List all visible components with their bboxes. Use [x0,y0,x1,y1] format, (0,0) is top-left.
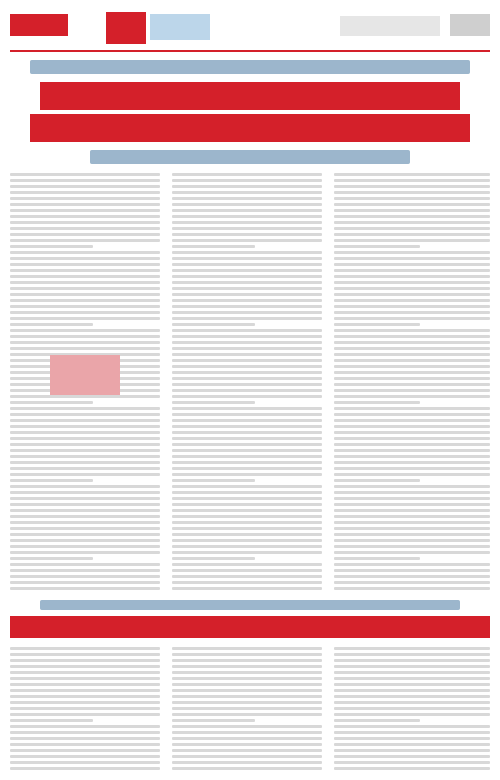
text-line [334,701,490,704]
text-line [334,473,490,476]
text-line [172,695,322,698]
text-line [10,545,160,548]
section-badge [106,12,146,44]
text-line [172,299,322,302]
text-line [172,503,322,506]
text-line [172,533,322,536]
text-line [10,551,160,554]
text-line [334,269,490,272]
text-line [334,569,490,572]
text-line [334,329,490,332]
text-line [172,341,322,344]
text-line [172,359,322,362]
text-line [10,725,160,728]
text-line [10,311,160,314]
text-line [172,467,322,470]
text-line [334,311,490,314]
text-line [10,689,160,692]
text-line [10,419,160,422]
text-line [172,767,322,770]
text-line [172,473,322,476]
text-line [334,503,490,506]
text-line [10,215,160,218]
text-line [172,545,322,548]
text-line [172,329,322,332]
text-line [10,413,160,416]
text-line [10,491,160,494]
text-line [10,173,160,176]
text-line [10,485,160,488]
text-line [334,533,490,536]
article-2-column-2 [172,644,322,774]
text-line [172,755,322,758]
text-line [10,497,160,500]
text-line [334,485,490,488]
text-line [172,689,322,692]
text-line [172,647,322,650]
text-line [172,365,322,368]
text-line [10,197,160,200]
text-line [172,419,322,422]
text-line [172,197,322,200]
text-line [334,725,490,728]
text-line [172,377,322,380]
text-line [172,305,322,308]
text-line [334,341,490,344]
text-line [10,557,93,560]
text-line [172,371,322,374]
text-line [334,581,490,584]
text-line [334,191,490,194]
text-line [172,251,322,254]
text-line [172,185,322,188]
text-line [334,365,490,368]
text-line [10,251,160,254]
text-line [172,179,322,182]
text-line [172,569,322,572]
text-line [172,275,322,278]
text-line [334,233,490,236]
text-line [334,707,490,710]
text-line [334,299,490,302]
text-line [172,491,322,494]
text-line [10,347,160,350]
text-line [172,317,322,320]
text-line [172,749,322,752]
text-line [334,353,490,356]
text-line [10,755,160,758]
text-line [10,479,93,482]
text-line [172,659,322,662]
text-line [172,413,322,416]
text-line [10,317,160,320]
text-line [172,677,322,680]
text-line [10,563,160,566]
text-line [172,707,322,710]
text-line [334,407,490,410]
text-line [334,227,490,230]
text-line [334,395,490,398]
text-line [10,677,160,680]
text-line [334,455,490,458]
text-line [334,437,490,440]
highlight-badge [50,355,120,395]
text-line [334,389,490,392]
text-line [334,713,490,716]
text-line [334,671,490,674]
text-line [334,551,490,554]
text-line [10,305,160,308]
text-line [172,563,322,566]
text-line [334,419,490,422]
text-line [172,743,322,746]
text-line [10,467,160,470]
text-line [10,701,160,704]
main-headline-1 [40,82,460,110]
text-line [172,701,322,704]
text-line [334,173,490,176]
article-column-3 [334,170,490,590]
text-line [10,449,160,452]
text-line [10,581,160,584]
text-line [334,413,490,416]
text-line [10,323,93,326]
text-line [172,191,322,194]
text-line [10,587,160,590]
text-line [334,443,490,446]
text-line [334,305,490,308]
text-line [334,515,490,518]
text-line [10,503,160,506]
text-line [172,437,322,440]
text-line [334,371,490,374]
text-line [172,221,322,224]
text-line [172,431,322,434]
text-line [334,563,490,566]
text-line [172,737,322,740]
text-line [334,449,490,452]
text-line [172,389,322,392]
text-line [172,449,322,452]
article-2-column-1 [10,644,160,774]
text-line [172,665,322,668]
text-line [172,407,322,410]
text-line [10,431,160,434]
text-line [172,725,322,728]
text-line [172,335,322,338]
text-line [10,407,160,410]
text-line [172,461,322,464]
text-line [10,191,160,194]
text-line [172,209,322,212]
text-line [334,497,490,500]
text-line [334,647,490,650]
text-line [172,401,255,404]
text-line [10,245,93,248]
text-line [334,401,420,404]
page-number [450,14,490,36]
text-line [334,539,490,542]
text-line [10,521,160,524]
text-line [172,731,322,734]
text-line [334,431,490,434]
text-line [334,383,490,386]
text-line [334,743,490,746]
text-line [172,353,322,356]
text-line [172,719,255,722]
text-line [334,275,490,278]
text-line [334,761,490,764]
text-line [10,203,160,206]
text-line [172,293,322,296]
text-line [10,767,160,770]
text-line [10,401,93,404]
text-line [172,671,322,674]
text-line [334,263,490,266]
text-line [10,515,160,518]
text-line [334,197,490,200]
news-wordmark [150,14,210,40]
text-line [334,179,490,182]
text-line [334,461,490,464]
text-line [10,179,160,182]
text-line [10,437,160,440]
text-line [10,287,160,290]
text-line [10,395,160,398]
text-line [172,311,322,314]
text-line [172,443,322,446]
text-line [10,473,160,476]
kicker-headline [30,60,470,74]
text-line [10,659,160,662]
text-line [10,329,160,332]
text-line [172,557,255,560]
text-line [172,653,322,656]
text-line [334,257,490,260]
text-line [334,491,490,494]
text-line [334,203,490,206]
text-line [334,521,490,524]
text-line [10,719,93,722]
text-line [10,671,160,674]
text-line [172,497,322,500]
text-line [334,221,490,224]
text-line [172,581,322,584]
text-line [10,425,160,428]
text-line [334,653,490,656]
text-line [172,575,322,578]
text-line [334,659,490,662]
text-line [10,731,160,734]
text-line [10,665,160,668]
text-line [172,269,322,272]
text-line [10,743,160,746]
text-line [334,545,490,548]
text-line [10,455,160,458]
text-line [334,245,420,248]
text-line [172,539,322,542]
text-line [172,551,322,554]
text-line [10,335,160,338]
text-line [334,251,490,254]
text-line [10,761,160,764]
text-line [172,287,322,290]
text-line [172,227,322,230]
text-line [334,755,490,758]
text-line [334,737,490,740]
text-line [334,695,490,698]
text-line [10,539,160,542]
text-line [10,299,160,302]
text-line [172,323,255,326]
text-line [334,575,490,578]
text-line [334,527,490,530]
text-line [172,233,322,236]
text-line [10,749,160,752]
text-line [334,323,420,326]
text-line [172,509,322,512]
text-line [172,479,255,482]
text-line [334,677,490,680]
text-line [172,383,322,386]
text-line [10,239,160,242]
text-line [10,263,160,266]
text-line [10,221,160,224]
text-line [10,293,160,296]
article-2-kicker [40,600,460,610]
text-line [10,569,160,572]
text-line [334,665,490,668]
text-line [10,233,160,236]
text-line [172,239,322,242]
text-line [10,737,160,740]
text-line [172,263,322,266]
text-line [10,653,160,656]
article-column-2 [172,170,322,590]
text-line [334,719,420,722]
text-line [10,269,160,272]
text-line [172,485,322,488]
text-line [172,395,322,398]
text-line [10,209,160,212]
text-line [10,341,160,344]
text-line [334,215,490,218]
text-line [334,185,490,188]
text-line [172,347,322,350]
text-line [172,245,255,248]
text-line [334,467,490,470]
text-line [334,209,490,212]
text-line [10,275,160,278]
text-line [10,257,160,260]
text-line [10,683,160,686]
text-line [334,509,490,512]
text-line [10,707,160,710]
text-line [10,461,160,464]
text-line [334,587,490,590]
text-line [334,377,490,380]
text-line [172,683,322,686]
text-line [172,173,322,176]
text-line [10,575,160,578]
text-line [334,683,490,686]
text-line [334,557,420,560]
text-line [172,713,322,716]
text-line [172,203,322,206]
text-line [172,515,322,518]
paper-logo [10,14,68,36]
text-line [334,689,490,692]
text-line [172,587,322,590]
text-line [172,257,322,260]
text-line [10,227,160,230]
text-line [10,281,160,284]
text-line [334,479,420,482]
text-line [172,761,322,764]
text-line [334,293,490,296]
text-line [334,347,490,350]
text-line [334,317,490,320]
text-line [172,455,322,458]
text-line [10,713,160,716]
text-line [10,443,160,446]
issue-info [340,16,440,36]
text-line [334,767,490,770]
text-line [172,215,322,218]
text-line [334,749,490,752]
text-line [10,185,160,188]
text-line [10,695,160,698]
text-line [172,521,322,524]
text-line [172,425,322,428]
text-line [172,281,322,284]
article-2-column-3 [334,644,490,774]
sub-headline [90,150,410,164]
text-line [334,335,490,338]
article-2-headline [10,616,490,638]
text-line [334,281,490,284]
text-line [10,509,160,512]
text-line [334,239,490,242]
text-line [172,527,322,530]
text-line [10,647,160,650]
text-line [10,533,160,536]
masthead [10,8,490,52]
text-line [10,527,160,530]
main-headline-2 [30,114,470,142]
text-line [334,425,490,428]
text-line [334,731,490,734]
text-line [334,287,490,290]
text-line [334,359,490,362]
